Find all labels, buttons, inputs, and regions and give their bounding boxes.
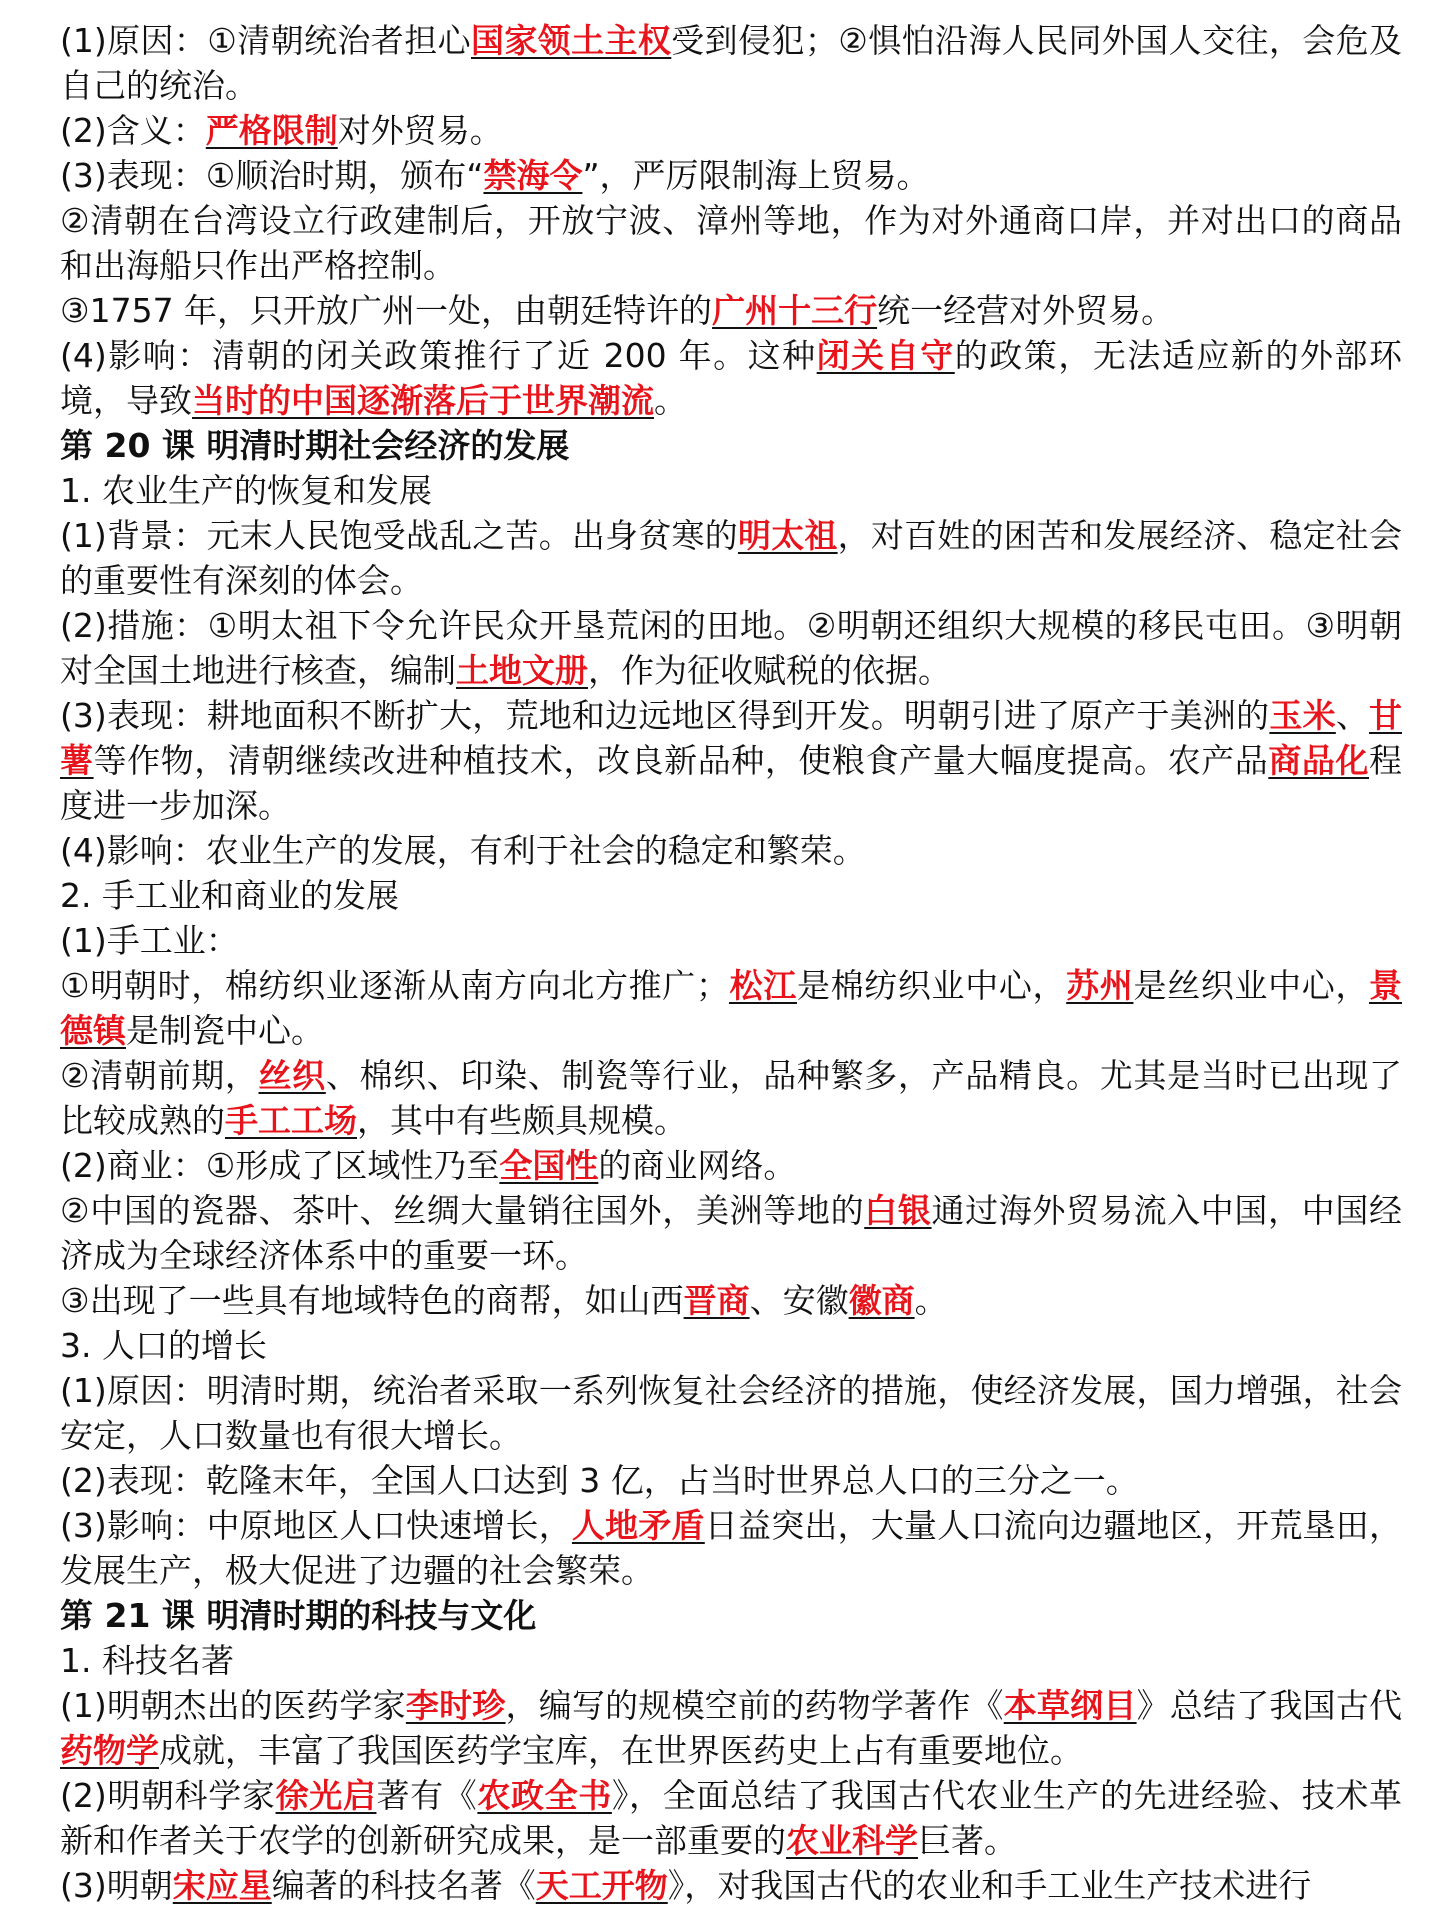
paragraph <box>60 1053 1402 1143</box>
paragraph <box>60 918 1402 963</box>
key-term: 商品化 <box>1268 741 1370 780</box>
paragraph <box>60 198 1402 288</box>
lesson-heading <box>60 1593 1402 1638</box>
text-segment: ③出现了一些具有地域特色的商帮，如山西 <box>60 1281 684 1320</box>
text-segment: 著有《 <box>376 1776 478 1815</box>
text-segment: 2. 手工业和商业的发展 <box>60 876 399 915</box>
text-segment: (1)原因：明清时期，统治者采取一系列恢复社会经济的措施，使经济发展，国力增强，社会安定，人口数量也有很大增长。 <box>60 1371 1402 1455</box>
paragraph <box>60 693 1402 828</box>
key-term: 广州十三行 <box>712 291 878 330</box>
text-segment: (2)含义： <box>60 111 206 150</box>
text-segment: 》总结了我国古代 <box>1136 1686 1403 1725</box>
key-term: 李时珍 <box>405 1686 506 1725</box>
text-segment: 成就，丰富了我国医药学宝库，在世界医药史上占有重要地位。 <box>159 1731 1083 1770</box>
paragraph <box>60 333 1402 423</box>
text-segment: (3)明朝 <box>60 1866 173 1905</box>
key-term: 苏州 <box>1066 966 1134 1005</box>
paragraph <box>60 153 1402 198</box>
text-segment: 、 <box>1335 696 1370 735</box>
key-term: 国家领土主权 <box>470 21 672 60</box>
text-segment: (2)明朝科学家 <box>60 1776 276 1815</box>
paragraph <box>60 18 1402 108</box>
paragraph <box>60 1773 1402 1863</box>
text-segment: (4)影响：农业生产的发展，有利于社会的稳定和繁荣。 <box>60 831 866 870</box>
text-segment: ，对百姓的困苦和发展经济、稳定社会的重要性有深刻的体会。 <box>60 516 1403 600</box>
text-segment: 日益突出，大量人口流向边疆地区，开荒垦田，发展生产，极大促进了边疆的社会繁荣。 <box>60 1506 1403 1590</box>
key-term: 玉米 <box>1269 696 1336 735</box>
text-segment: (3)影响：中原地区人口快速增长， <box>60 1506 572 1545</box>
key-term: 宋应星 <box>172 1866 272 1905</box>
text-segment: ”，严厉限制海上贸易。 <box>582 156 930 195</box>
text-segment: ②清朝在台湾设立行政建制后，开放宁波、漳州等地，作为对外通商口岸，并对出口的商品和出海船只作出严格控制。 <box>60 201 1402 285</box>
text-segment: ，其中有些颇具规模。 <box>357 1101 687 1140</box>
paragraph <box>60 513 1402 603</box>
text-segment: 的政策，无法适应新的外部环境，导致 <box>60 336 1403 420</box>
text-segment: (1)明朝杰出的医药学家 <box>60 1686 406 1725</box>
text-segment: (1)原因：①清朝统治者担心 <box>60 21 471 60</box>
text-segment: 通过海外贸易流入中国，中国经济成为全球经济体系中的重要一环。 <box>60 1191 1403 1275</box>
key-term: 严格限制 <box>205 111 338 150</box>
paragraph <box>60 468 1402 513</box>
key-term: 禁海令 <box>483 156 583 195</box>
paragraph <box>60 1188 1402 1278</box>
key-term: 天工开物 <box>535 1866 668 1905</box>
text-segment: ③1757 年，只开放广州一处，由朝廷特许的 <box>60 291 713 330</box>
key-term: 晋商 <box>683 1281 750 1320</box>
paragraph <box>60 603 1402 693</box>
key-term: 土地文册 <box>456 651 588 690</box>
paragraph <box>60 1503 1402 1593</box>
text-segment: ②清朝前期， <box>60 1056 259 1095</box>
key-term: 明太祖 <box>737 516 838 555</box>
text-segment: (4)影响：清朝的闭关政策推行了近 200 年。这种 <box>60 336 817 375</box>
key-term: 闭关自守 <box>816 336 955 375</box>
text-segment: 、棉织、印染、制瓷等行业，品种繁多，产品精良。尤其是当时已出现了比较成熟的 <box>60 1056 1403 1140</box>
key-term: 松江 <box>728 966 797 1005</box>
document-page <box>60 18 1402 1908</box>
lesson-heading <box>60 423 1402 468</box>
text-segment: (3)表现：耕地面积不断扩大，荒地和边远地区得到开发。明朝引进了原产于美洲的 <box>60 696 1270 735</box>
text-segment: (2)措施：①明太祖下令允许民众开垦荒闲的田地。②明朝还组织大规模的移民屯田。③明朝对全国土地进行核查，编制 <box>60 606 1402 690</box>
key-term: 景德镇 <box>60 966 1403 1050</box>
text-segment: 3. 人口的增长 <box>60 1326 267 1365</box>
paragraph <box>60 288 1402 333</box>
key-term: 农政全书 <box>477 1776 612 1815</box>
key-term: 丝织 <box>258 1056 326 1095</box>
text-segment: 。 <box>914 1281 948 1320</box>
paragraph <box>60 1278 1402 1323</box>
key-term: 甘薯 <box>60 696 1403 780</box>
text-segment: (2)表现：乾隆末年，全国人口达到 3 亿，占当时世界总人口的三分之一。 <box>60 1461 1139 1500</box>
key-term: 手工工场 <box>225 1101 357 1140</box>
text-segment: (3)表现：①顺治时期，颁布“ <box>60 156 484 195</box>
text-segment: 。 <box>654 381 687 420</box>
text-segment: 程度进一步加深。 <box>60 741 1403 825</box>
text-segment: 统一经营对外贸易。 <box>877 291 1175 330</box>
key-term: 当时的中国逐渐落后于世界潮流 <box>192 381 654 420</box>
paragraph <box>60 1863 1402 1908</box>
text-segment: 》，全面总结了我国古代农业生产的先进经验、技术革新和作者关于农学的创新研究成果，是一部重要的 <box>60 1776 1403 1860</box>
paragraph <box>60 1458 1402 1503</box>
paragraph <box>60 108 1402 153</box>
paragraph <box>60 963 1402 1053</box>
key-term: 白银 <box>864 1191 932 1230</box>
paragraph <box>60 873 1402 918</box>
text-segment: ，编写的规模空前的药物学著作《 <box>505 1686 1004 1725</box>
paragraph <box>60 828 1402 873</box>
key-term: 徐光启 <box>275 1776 377 1815</box>
text-segment: 是制瓷中心。 <box>126 1011 324 1050</box>
paragraph <box>60 1368 1402 1458</box>
key-term: 全国性 <box>499 1146 599 1185</box>
key-term: 药物学 <box>60 1731 159 1770</box>
text-segment: (2)商业：①形成了区域性乃至 <box>60 1146 500 1185</box>
text-segment: ，作为征收赋税的依据。 <box>588 651 951 690</box>
text-segment: ②中国的瓷器、茶叶、丝绸大量销往国外，美洲等地的 <box>60 1191 865 1230</box>
text-segment: 编著的科技名著《 <box>271 1866 536 1905</box>
text-segment: (1)背景：元末人民饱受战乱之苦。出身贫寒的 <box>60 516 738 555</box>
text-segment: (1)手工业： <box>60 921 239 960</box>
text-segment: 的商业网络。 <box>598 1146 797 1185</box>
text-segment: 巨著。 <box>918 1821 1017 1860</box>
text-segment: 第 21 课 明清时期的科技与文化 <box>60 1596 537 1635</box>
paragraph <box>60 1143 1402 1188</box>
paragraph <box>60 1683 1402 1773</box>
text-segment: ①明朝时，棉纺织业逐渐从南方向北方推广； <box>60 966 729 1005</box>
text-segment: 第 20 课 明清时期社会经济的发展 <box>60 426 570 465</box>
text-segment: 》，对我国古代的农业和手工业生产技术进行 <box>667 1866 1312 1905</box>
text-segment: 对外贸易。 <box>337 111 503 150</box>
key-term: 人地矛盾 <box>571 1506 705 1545</box>
key-term: 本草纲目 <box>1003 1686 1137 1725</box>
key-term: 农业科学 <box>786 1821 918 1860</box>
text-segment: 是丝织业中心， <box>1133 966 1370 1005</box>
text-segment: 受到侵犯；②惧怕沿海人民同外国人交往，会危及自己的统治。 <box>60 21 1402 105</box>
text-segment: 1. 科技名著 <box>60 1641 234 1680</box>
text-segment: 等作物，清朝继续改进种植技术，改良新品种，使粮食产量大幅度提高。农产品 <box>93 741 1269 780</box>
text-segment: 1. 农业生产的恢复和发展 <box>60 471 432 510</box>
paragraph <box>60 1323 1402 1368</box>
text-segment: 是棉纺织业中心， <box>796 966 1067 1005</box>
key-term: 徽商 <box>848 1281 915 1320</box>
text-segment: 、安徽 <box>749 1281 849 1320</box>
paragraph <box>60 1638 1402 1683</box>
